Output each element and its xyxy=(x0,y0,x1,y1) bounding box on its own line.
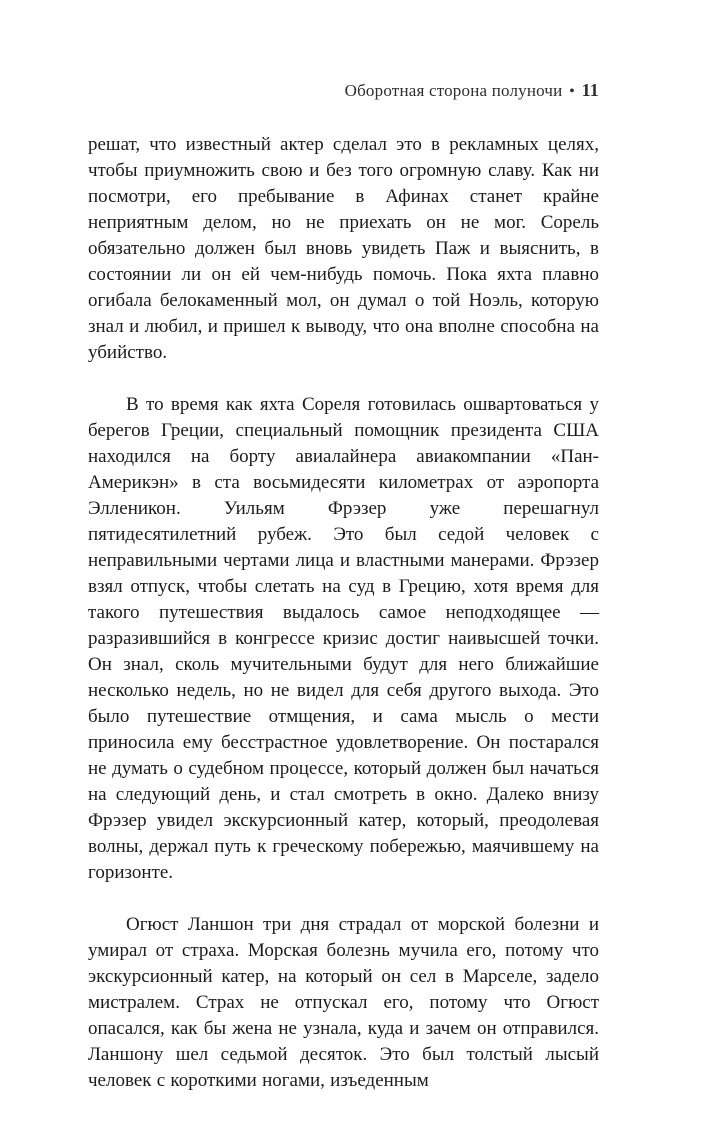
book-title: Оборотная сторона полуночи xyxy=(344,81,563,100)
header-bullet-separator: • xyxy=(569,84,575,99)
page-number: 11 xyxy=(581,80,599,100)
paragraph-continuation: решат, что известный актер сделал это в рекламных целях, чтобы приумножить свою и без того огромную славу. Как ни посмотри, его пребывание в Афинах станет крайне неприятным делом, но не приехать он не мог. Сорель обязательно должен был вновь увидеть Паж и выяснить, в состоянии ли он ей чем-нибудь помочь. Пока яхта плавно огибала белокаменный мол, он думал о той Ноэль, которую знал и любил, и пришел к выводу, что она вполне способна на убийство. xyxy=(88,134,599,363)
paragraph-lanchon: Огюст Ланшон три дня страдал от морской болезни и умирал от страха. Морская болезнь мучила его, потому что экскурсионный катер, на который он сел в Марселе, задело мистралем. Страх не отпускал его, потому что Огюст опасался, как бы жена не узнала, куда и зачем он отправился. Ланшону шел седьмой десяток. Это был толстый лысый человек с короткими ногами, изъеденным xyxy=(88,914,599,1091)
body-text xyxy=(88,132,599,1094)
page-content xyxy=(88,80,599,1094)
paragraph-frazer: В то время как яхта Сореля готовилась ошвартоваться у берегов Греции, специальный помощник президента США находился на борту авиалайнера авиакомпании «Пан-Америкэн» в ста восьмидесяти километрах от аэропорта Элленикон. Уильям Фрэзер уже перешагнул пятидесятилетний рубеж. Это был седой человек с неправильными чертами лица и властными манерами. Фрэзер взял отпуск, чтобы слетать на суд в Грецию, хотя время для такого путешествия выдалось самое неподходящее — разразившийся в конгрессе кризис достиг наивысшей точки. Он знал, сколь мучительными будут для него ближайшие несколько недель, но не видел для себя другого выхода. Это было путешествие отмщения, и сама мысль о мести приносила ему бесстрастное удовлетворение. Он постарался не думать о судебном процессе, который должен был начаться на следующий день, и стал смотреть в окно. Далеко внизу Фрэзер увидел экскурсионный катер, который, преодолевая волны, держал путь к греческому побережью, маячившему на горизонте. xyxy=(88,394,599,883)
running-header xyxy=(88,80,599,102)
